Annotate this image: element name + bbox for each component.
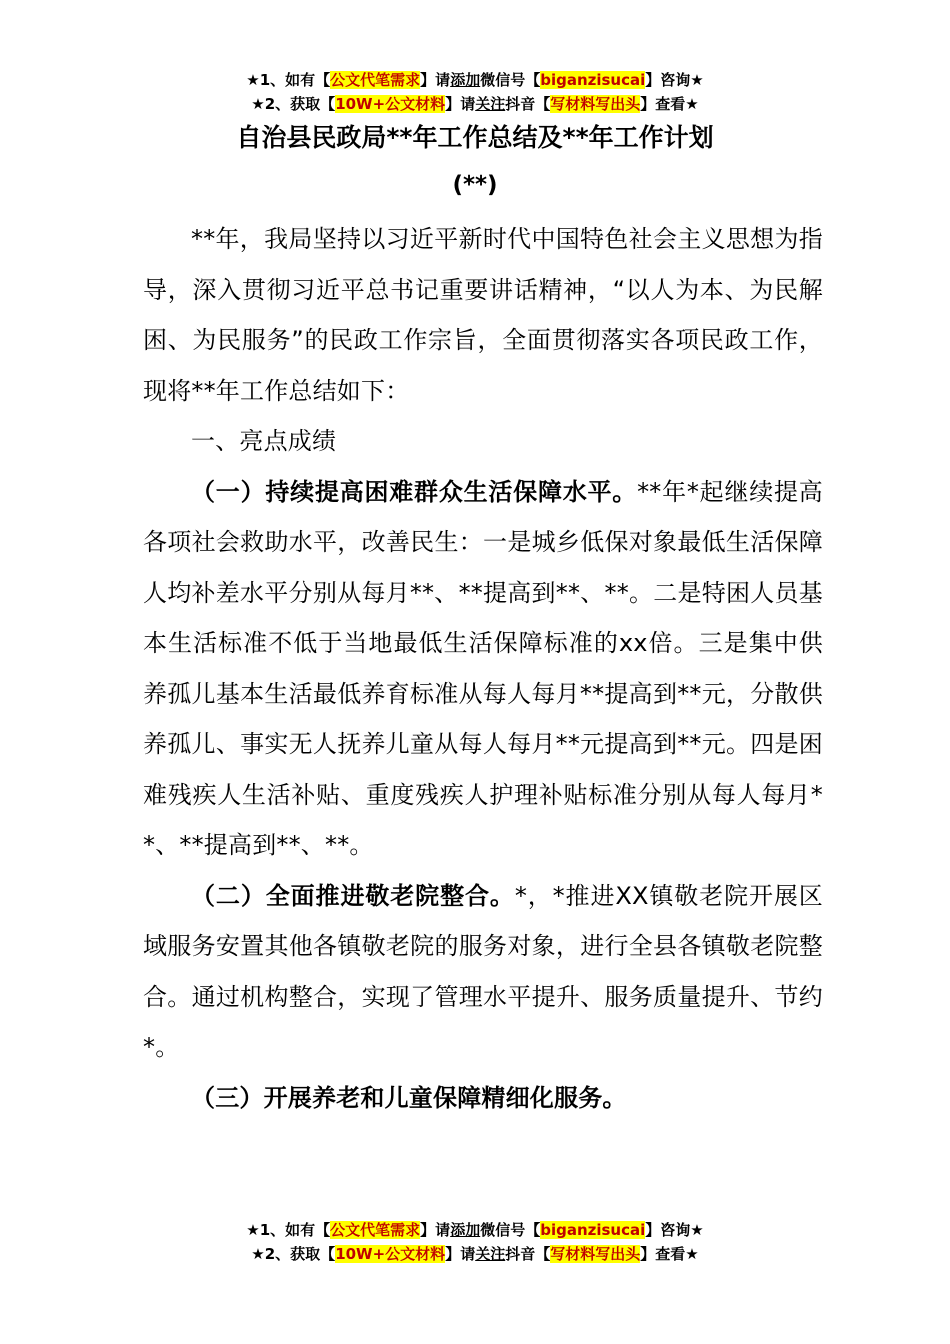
item-1-text: **年*起继续提高各项社会救助水平，改善民生：一是城乡低保对象最低生活保障人均补差水平分别从每月**、**提高到**、**。二是特困人员基本生活标准不低于当地最低生活保障标准的xx倍。三是集中供养孤儿基本生活最低养育标准从每人每月**提高到**元，分散供养孤儿、事实无人抚养儿童从每人每月**元提高到**元。四是困难残疾人生活补贴、重度残疾人护理补贴标准分别从每人每月**、**提高到**、**。: [143, 477, 823, 859]
banner-text: ★2、获取【: [251, 95, 336, 113]
item-3-paragraph: [143, 1073, 823, 1124]
banner-text: 】请: [445, 1245, 476, 1263]
banner-underlined: 添加: [450, 71, 481, 89]
item-2-heading: （二）全面推进敬老院整合。: [191, 881, 515, 910]
banner-text: 】查看★: [640, 95, 699, 113]
banner-highlight: 10W+公文材料: [335, 1245, 446, 1263]
section-heading: 一、亮点成绩: [191, 427, 337, 455]
item-1-heading: （一）持续提高困难群众生活保障水平。: [191, 477, 638, 506]
banner-underlined: 关注: [475, 95, 506, 113]
banner-text: 抖音【: [505, 95, 551, 113]
document-subtitle: (**): [452, 172, 498, 198]
item-1-paragraph: [143, 467, 823, 871]
banner-text: 】请: [420, 71, 451, 89]
banner-underlined: 添加: [450, 1221, 481, 1239]
banner-highlight: 写材料写出头: [550, 95, 641, 113]
banner-line-1: [0, 68, 950, 92]
banner-text: 微信号【: [480, 71, 541, 89]
document-body: [143, 214, 823, 1123]
intro-paragraph: **年，我局坚持以习近平新时代中国特色社会主义思想为指导，深入贯彻习近平总书记重要讲话精神，“以人为本、为民解困、为民服务”的民政工作宗旨，全面贯彻落实各项民政工作，现将**年工作总结如下：: [143, 225, 823, 405]
banner-text: ★2、获取【: [251, 1245, 336, 1263]
banner-highlight: 写材料写出头: [550, 1245, 641, 1263]
document-title: 自治县民政局**年工作总结及**年工作计划: [236, 123, 714, 152]
banner-underlined: 关注: [475, 1245, 506, 1263]
banner-text: 】咨询★: [645, 71, 704, 89]
footer-banner: [0, 1218, 950, 1266]
banner-highlight: biganzisucai: [540, 1221, 646, 1239]
banner-text: 】请: [420, 1221, 451, 1239]
header-banner: [0, 68, 950, 116]
banner-highlight: 公文代笔需求: [330, 71, 421, 89]
banner-highlight: 公文代笔需求: [330, 1221, 421, 1239]
banner-text: 抖音【: [505, 1245, 551, 1263]
item-2-paragraph: [143, 871, 823, 1073]
banner-line-1: [0, 1218, 950, 1242]
banner-line-2: [0, 1242, 950, 1266]
banner-highlight: 10W+公文材料: [335, 95, 446, 113]
banner-text: ★1、如有【: [246, 71, 331, 89]
item-2-text: *，*推进XX镇敬老院开展区域服务安置其他各镇敬老院的服务对象，进行全县各镇敬老院整合。通过机构整合，实现了管理水平提升、服务质量提升、节约*。: [143, 881, 823, 1061]
banner-text: 】查看★: [640, 1245, 699, 1263]
banner-line-2: [0, 92, 950, 116]
banner-text: ★1、如有【: [246, 1221, 331, 1239]
banner-text: 】咨询★: [645, 1221, 704, 1239]
banner-text: 】请: [445, 95, 476, 113]
banner-text: 微信号【: [480, 1221, 541, 1239]
item-3-heading: （三）开展养老和儿童保障精细化服务。: [191, 1083, 627, 1112]
banner-highlight: biganzisucai: [540, 71, 646, 89]
